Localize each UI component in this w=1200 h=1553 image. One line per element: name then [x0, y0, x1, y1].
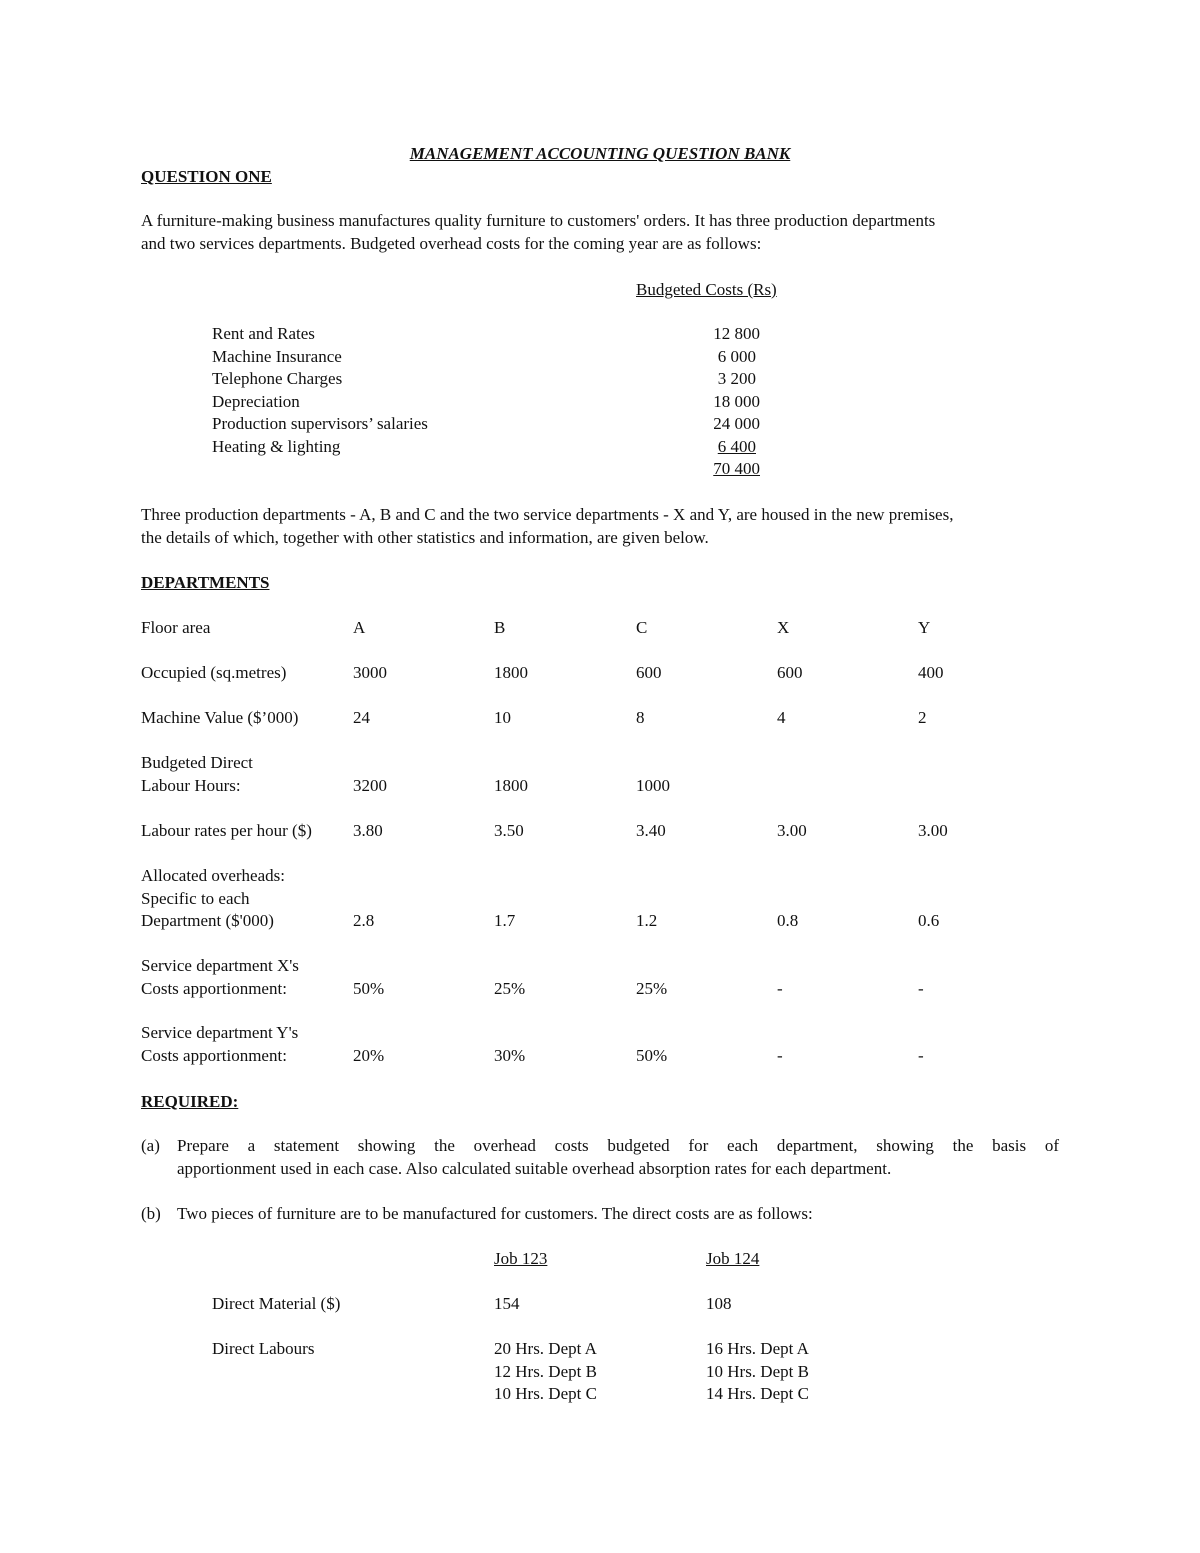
cell: 14 Hrs. Dept C	[706, 1384, 809, 1403]
cell: 50%	[353, 979, 385, 998]
budget-item-value: 3 200	[717, 369, 756, 388]
cell: 0.8	[777, 911, 799, 930]
direct-material-label: Direct Material ($)	[212, 1294, 341, 1313]
column-header-a: A	[353, 618, 366, 637]
cell: 50%	[636, 1046, 668, 1065]
cell: 25%	[636, 979, 668, 998]
cell: -	[918, 1046, 924, 1065]
cell: 600	[636, 663, 662, 682]
cell: 0.6	[918, 911, 940, 930]
budget-item-label: Heating & lighting	[212, 437, 341, 456]
cell: 12 Hrs. Dept B	[494, 1362, 597, 1381]
requirement-b-label: (b)	[141, 1204, 161, 1223]
row-label: Specific to each	[141, 889, 250, 908]
budget-item-label: Machine Insurance	[212, 347, 342, 366]
budget-item-value: 18 000	[713, 392, 760, 411]
cell: 1000	[636, 776, 670, 795]
cell: 10	[494, 708, 511, 727]
column-header-x: X	[777, 618, 790, 637]
requirement-a	[141, 1135, 1059, 1181]
cell: -	[777, 1046, 783, 1065]
row-label: Costs apportionment:	[141, 1046, 287, 1065]
row-label: Service department Y's	[141, 1023, 299, 1042]
cell: -	[777, 979, 783, 998]
cell: 3.00	[777, 821, 807, 840]
cell: 8	[636, 708, 645, 727]
intro-line-1: A furniture-making business manufactures quality furniture to customers' orders. It has three production departments	[141, 211, 936, 230]
row-label: Occupied (sq.metres)	[141, 663, 287, 682]
cell: -	[918, 979, 924, 998]
budget-header: Budgeted Costs (Rs)	[636, 280, 777, 299]
question-heading: QUESTION ONE	[141, 167, 272, 186]
budget-item-label: Production supervisors’ salaries	[212, 414, 428, 433]
budget-item-value: 6 400	[717, 437, 756, 456]
cell: 20 Hrs. Dept A	[494, 1339, 597, 1358]
budget-item-value: 12 800	[713, 324, 760, 343]
requirement-b	[141, 1203, 1059, 1226]
cell: 600	[777, 663, 803, 682]
premises-line-1: Three production departments - A, B and C and the two service departments - X and Y, are housed in the new premises,	[141, 505, 954, 524]
requirement-a-line-1: Prepare a statement showing the overhead costs budgeted for each department, showing the basis of	[177, 1136, 1059, 1155]
row-label: Budgeted Direct	[141, 753, 253, 772]
page-title: MANAGEMENT ACCOUNTING QUESTION BANK	[409, 144, 791, 163]
cell: 154	[494, 1294, 520, 1313]
cell: 3000	[353, 663, 387, 682]
cell: 3.50	[494, 821, 524, 840]
budget-total: 70 400	[713, 459, 760, 478]
cell: 24	[353, 708, 370, 727]
row-label: Costs apportionment:	[141, 979, 287, 998]
departments-heading: DEPARTMENTS	[141, 573, 270, 592]
intro-line-2: and two services departments. Budgeted overhead costs for the coming year are as follows:	[141, 234, 762, 253]
cell: 10 Hrs. Dept B	[706, 1362, 809, 1381]
row-label: Machine Value ($’000)	[141, 708, 299, 727]
cell: 4	[777, 708, 786, 727]
cell: 20%	[353, 1046, 385, 1065]
cell: 30%	[494, 1046, 526, 1065]
cell: 3200	[353, 776, 387, 795]
requirement-a-label: (a)	[141, 1136, 160, 1155]
row-label: Labour Hours:	[141, 776, 241, 795]
budget-item-label: Telephone Charges	[212, 369, 343, 388]
row-label: Labour rates per hour ($)	[141, 821, 312, 840]
cell: 108	[706, 1294, 732, 1313]
cell: 1.2	[636, 911, 658, 930]
cell: 1800	[494, 663, 528, 682]
cell: 16 Hrs. Dept A	[706, 1339, 809, 1358]
cell: 1.7	[494, 911, 516, 930]
row-label: Allocated overheads:	[141, 866, 285, 885]
cell: 2.8	[353, 911, 375, 930]
premises-line-2: the details of which, together with other statistics and information, are given below.	[141, 528, 709, 547]
budget-item-value: 6 000	[717, 347, 756, 366]
cell: 3.40	[636, 821, 666, 840]
direct-labour-label: Direct Labours	[212, 1339, 315, 1358]
cell: 3.00	[918, 821, 948, 840]
column-header-c: C	[636, 618, 648, 637]
budget-item-label: Depreciation	[212, 392, 300, 411]
column-header-y: Y	[918, 618, 931, 637]
cell: 2	[918, 708, 927, 727]
job-header-124: Job 124	[706, 1249, 760, 1268]
row-label: Department ($'000)	[141, 911, 274, 930]
requirement-a-line-2: apportionment used in each case. Also calculated suitable overhead absorption rates for each department.	[177, 1159, 892, 1178]
cell: 10 Hrs. Dept C	[494, 1384, 597, 1403]
row-label: Service department X's	[141, 956, 299, 975]
requirement-b-text: Two pieces of furniture are to be manufactured for customers. The direct costs are as follows:	[177, 1204, 813, 1223]
cell: 25%	[494, 979, 526, 998]
column-header-b: B	[494, 618, 506, 637]
floor-area-label: Floor area	[141, 618, 211, 637]
required-heading: REQUIRED:	[141, 1092, 239, 1111]
cell: 400	[918, 663, 944, 682]
job-header-123: Job 123	[494, 1249, 548, 1268]
budget-item-value: 24 000	[713, 414, 760, 433]
cell: 1800	[494, 776, 528, 795]
budget-item-label: Rent and Rates	[212, 324, 315, 343]
cell: 3.80	[353, 821, 383, 840]
